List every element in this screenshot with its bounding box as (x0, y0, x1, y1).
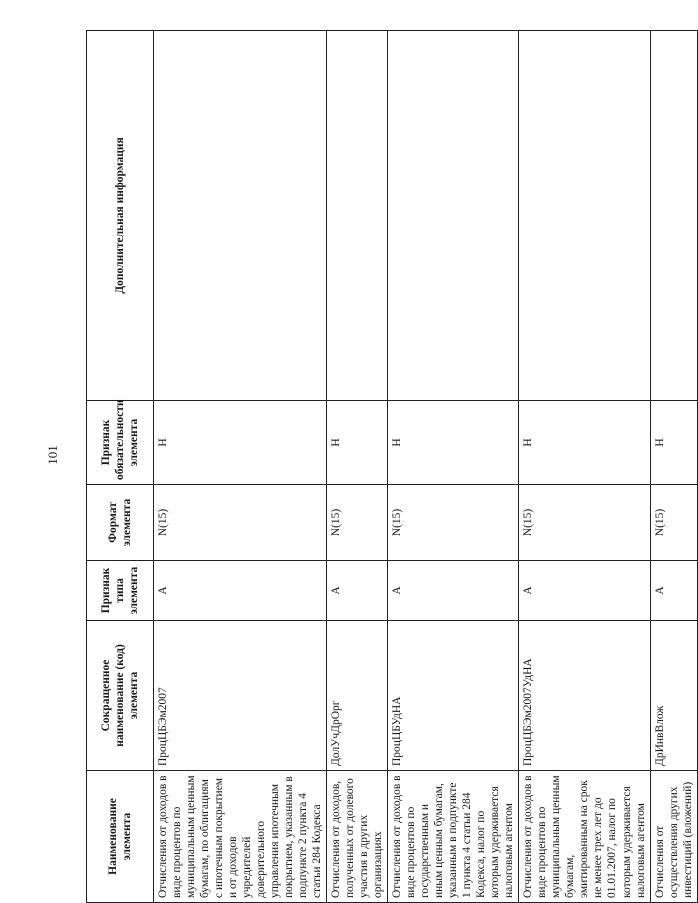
cell-type: А (650, 561, 697, 621)
cell-name: Отчисления от осуществления других инвестиций (вложений) (650, 771, 697, 903)
cell-type: А (388, 561, 519, 621)
cell-name: Отчисления от доходов в виде процентов по муниципальным ценным бумагам, по облигациям с ипотечным покрытием и от доходов учредителей доверительного управления ипотечным покрытием, указанным в подпункте 2 пункта 4 статьи 284 Кодекса (154, 771, 327, 903)
cell-required: Н (519, 401, 650, 485)
cell-info (154, 31, 327, 401)
cell-type: А (154, 561, 327, 621)
cell-format: N(15) (650, 485, 697, 561)
cell-code: ПроцЦБУдНА (388, 621, 519, 771)
cell-code: ДолУчДрОрг (327, 621, 388, 771)
cell-format: N(15) (154, 485, 327, 561)
cell-code: ПроцЦБЭм2007 (154, 621, 327, 771)
cell-info (650, 31, 697, 401)
table-header-row (87, 31, 154, 903)
header-required: Признак обязательности элемента (87, 401, 154, 485)
cell-info (327, 31, 388, 401)
cell-format: N(15) (327, 485, 388, 561)
header-name: Наименование элемента (87, 771, 154, 903)
cell-format: N(15) (388, 485, 519, 561)
table-row (327, 31, 388, 903)
elements-table (86, 30, 698, 903)
header-info: Дополнительная информация (87, 31, 154, 401)
table-row (154, 31, 327, 903)
cell-name: Отчисления от доходов в виде процентов по государственным и иным ценным бумагам, указанным в подпункте 1 пункта 4 статьи 284 Кодекса, налог по которым удерживается налоговым агентом (388, 771, 519, 903)
cell-type: А (519, 561, 650, 621)
header-format: Формат элемента (87, 485, 154, 561)
cell-type: А (327, 561, 388, 621)
cell-format: N(15) (519, 485, 650, 561)
cell-info (388, 31, 519, 401)
header-type: Признак типа элемента (87, 561, 154, 621)
cell-name: Отчисления от доходов, полученных от долевого участия в других организациях (327, 771, 388, 903)
cell-required: Н (154, 401, 327, 485)
rotated-table-container (86, 31, 694, 903)
cell-required: Н (327, 401, 388, 485)
table-row (650, 31, 697, 903)
cell-required: Н (650, 401, 697, 485)
cell-info (519, 31, 650, 401)
cell-code: ПроцЦБЭм2007УдНА (519, 621, 650, 771)
cell-required: Н (388, 401, 519, 485)
page-number: 101 (45, 445, 60, 465)
table-row (519, 31, 650, 903)
table-row (388, 31, 519, 903)
cell-name: Отчисления от доходов в виде процентов по муниципальным ценным бумагам, эмитированным на срок не менее трех лет до 01.01.2007, налог по которым удерживается налоговым агентом (519, 771, 650, 903)
header-code: Сокращенное наименование (код) элемента (87, 621, 154, 771)
cell-code: ДрИнвВлож (650, 621, 697, 771)
